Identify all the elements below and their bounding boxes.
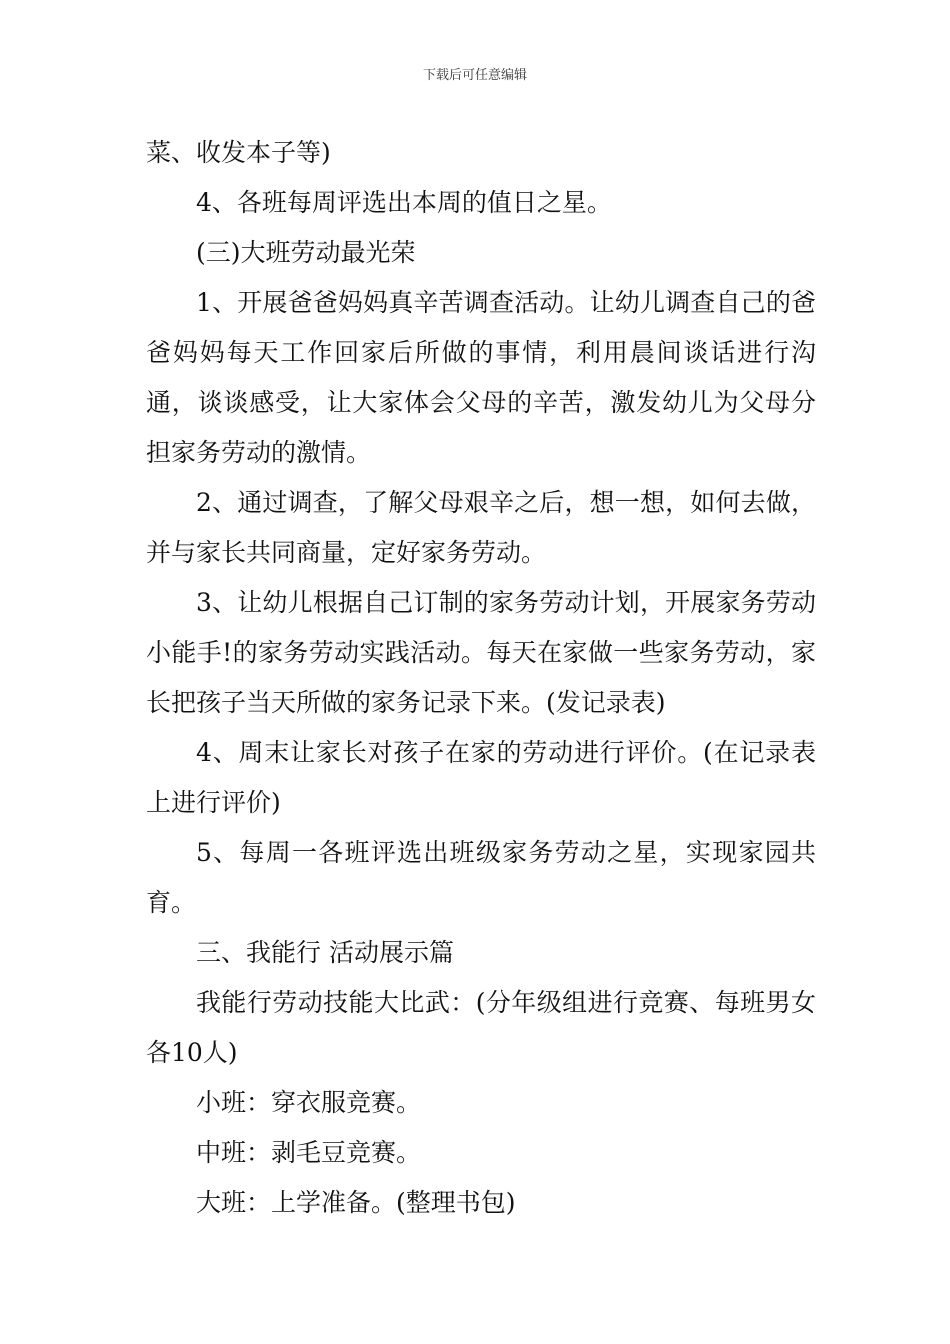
document-body (146, 128, 816, 1228)
paragraph-12: 中班：剥毛豆竞赛。 (196, 1138, 422, 1167)
paragraph-11: 小班：穿衣服竞赛。 (196, 1088, 422, 1117)
paragraph-4: 1、开展爸爸妈妈真辛苦调查活动。让幼儿调查自己的爸爸妈妈每天工作回家后所做的事情，利用晨间谈话进行沟通，谈谈感受，让大家体会父母的辛苦，激发幼儿为父母分担家务劳动的激情。 (146, 288, 816, 467)
paragraph-8: 5、每周一各班评选出班级家务劳动之星，实现家园共育。 (146, 838, 816, 917)
paragraph-13: 大班：上学准备。(整理书包) (196, 1188, 516, 1217)
page-header: 下载后可任意编辑 (422, 68, 527, 83)
paragraph-6: 3、让幼儿根据自己订制的家务劳动计划，开展家务劳动小能手!的家务劳动实践活动。每天在家做一些家务劳动，家长把孩子当天所做的家务记录下来。(发记录表) (146, 588, 816, 717)
paragraph-2: 4、各班每周评选出本周的值日之星。 (196, 188, 612, 217)
paragraph-10: 我能行劳动技能大比武：(分年级组进行竞赛、每班男女各10人) (146, 988, 816, 1067)
section-heading-9: 三、我能行 活动展示篇 (196, 938, 454, 967)
section-heading-3: (三)大班劳动最光荣 (196, 238, 416, 267)
paragraph-5: 2、通过调查，了解父母艰辛之后，想一想，如何去做，并与家长共同商量，定好家务劳动。 (146, 488, 816, 567)
paragraph-1: 菜、收发本子等) (146, 138, 331, 167)
paragraph-7: 4、周末让家长对孩子在家的劳动进行评价。(在记录表上进行评价) (146, 738, 816, 817)
